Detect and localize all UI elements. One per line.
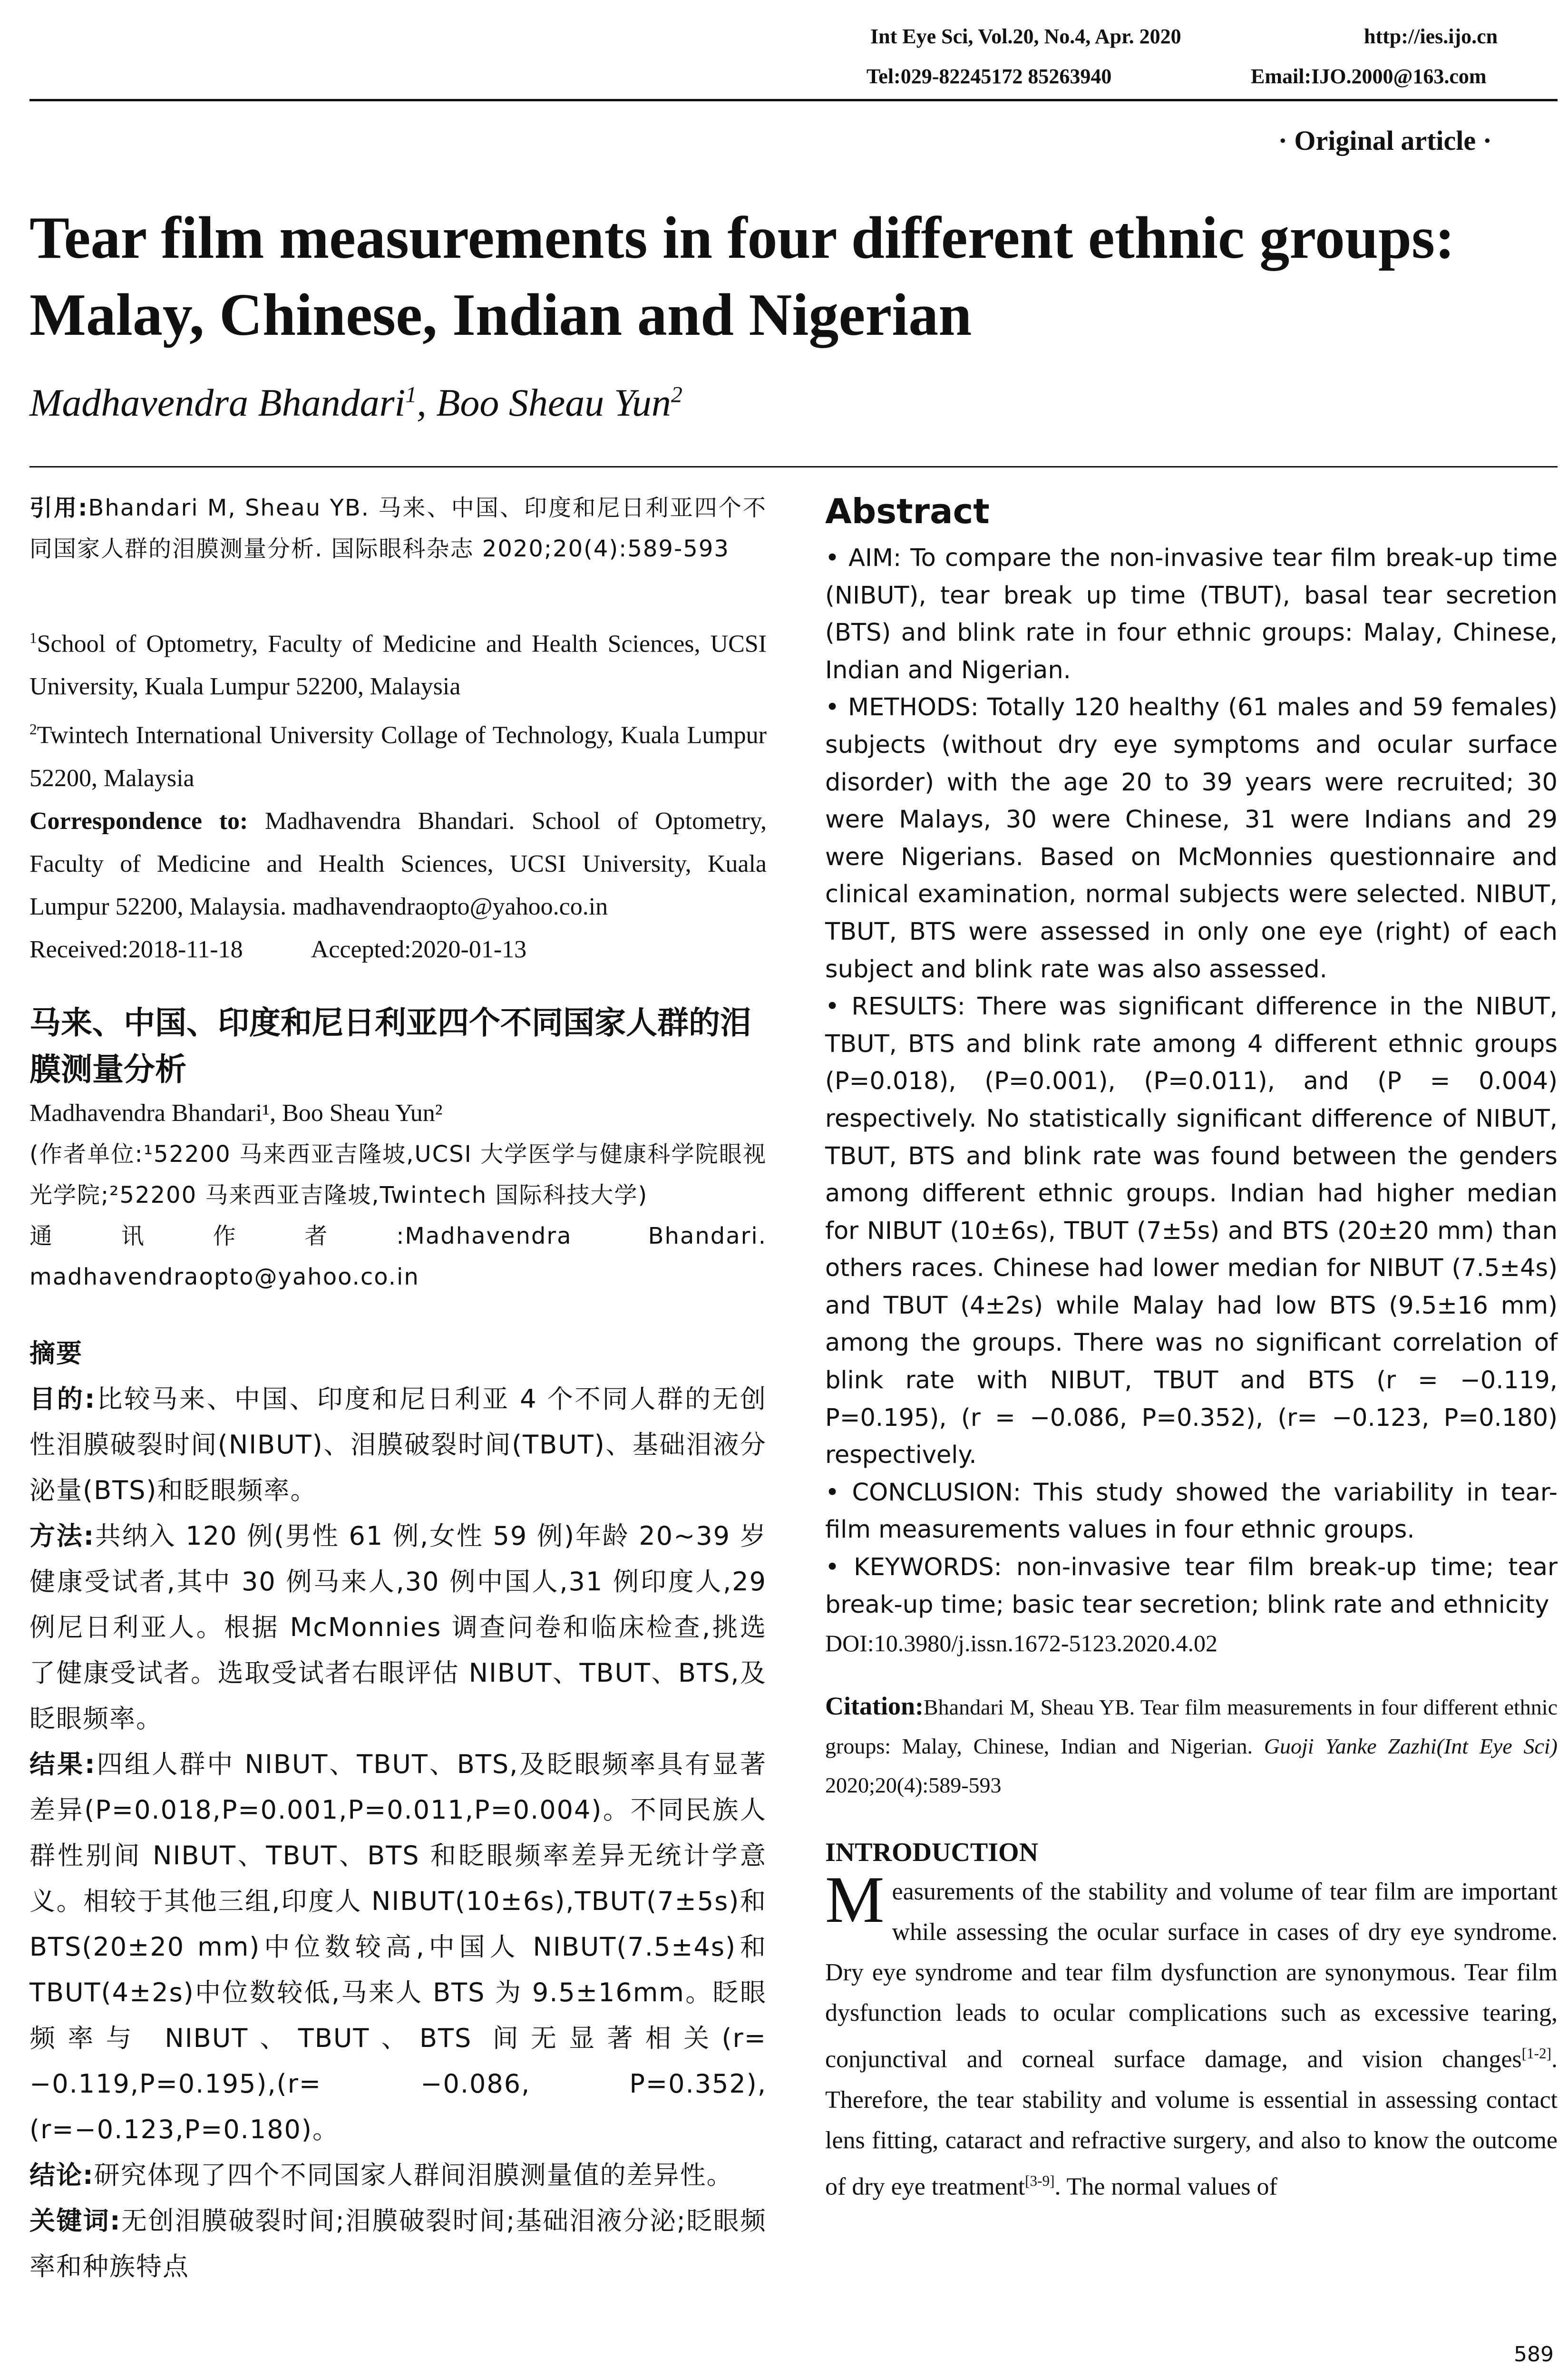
affiliation-2	[29, 708, 767, 799]
chinese-units: (作者单位:¹52200 马来西亚吉隆坡,UCSI 大学医学与健康科学院眼视光学院;²52200 马来西亚吉隆坡,Twintech 国际科技大学)	[29, 1140, 767, 1208]
chinese-authors: Madhavendra Bhandari¹, Boo Sheau Yun²	[29, 1099, 443, 1127]
citation-journal: Guoji Yanke Zazhi(Int Eye Sci)	[1264, 1734, 1558, 1759]
article-type: · Original article ·	[1278, 125, 1492, 156]
citation	[825, 1686, 1558, 1805]
right-column	[825, 487, 1558, 2207]
affiliation-text: School of Optometry, Faculty of Medicine and Health Sciences, UCSI University, Kuala Lumpur 52200, Malaysia	[29, 630, 767, 701]
page-number: 589	[1514, 2342, 1554, 2367]
author-line	[29, 380, 682, 425]
correspondence-label: Correspondence to:	[29, 807, 248, 835]
section-text: This study showed the variability in tear-film measurements values in four ethnic groups.	[825, 1478, 1558, 1544]
citation-tail: 2020;20(4):589-593	[825, 1773, 1002, 1798]
chinese-methods	[29, 1513, 767, 1742]
citation-label: Citation:	[825, 1692, 924, 1721]
affiliation-number: 2	[29, 721, 37, 738]
section-text: 研究体现了四个不同国家人群间泪膜测量值的差异性。	[94, 2160, 733, 2190]
section-text: To compare the non-invasive tear film break-up time (NIBUT), tear break up time (TBUT), basal tear secretion (BTS) and blink rate in four ethnic groups: Malay, Chinese, Indian and Nigerian.	[825, 544, 1558, 684]
section-text: There was significant difference in the NIBUT, TBUT, BTS and blink rate among 4 different ethnic groups (P=0.018), (P=0.001), (P=0.011), and (P = 0.004) respectively. No statistically significant difference of NIBUT, TBUT, BTS and blink rate was found between the genders among different ethnic groups. Indian had higher median for NIBUT (10±6s), TBUT (7±5s) and BTS (20±20 mm) than others races. Chinese had lower median for NIBUT (7.5±4s) and TBUT (4±2s) while Malay had low BTS (9.5±16 mm) among the groups. There was no significant correlation of blink rate with NIBUT, TBUT and BTS (r = −0.119, P=0.195), (r = −0.086, P=0.352), (r= −0.123, P=0.180) respectively.	[825, 993, 1558, 1470]
abstract-keywords	[825, 1549, 1558, 1624]
accepted-date: Accepted:2020-01-13	[311, 935, 527, 963]
citation-text: Bhandari M, Sheau YB. Tear film measurements in four different ethnic groups: Malay, Chinese, Indian and Nigerian.	[825, 1695, 1558, 1759]
introduction-paragraph	[825, 1863, 1558, 2207]
section-label: • AIM:	[825, 544, 902, 572]
affiliation-marker: 2	[671, 382, 682, 408]
section-label: 方法:	[29, 1520, 95, 1551]
abstract-aim	[825, 540, 1558, 689]
chinese-conclusion	[29, 2153, 767, 2198]
section-text: 无创泪膜破裂时间;泪膜破裂时间;基础泪液分泌;眨眼频率和种族特点	[29, 2205, 767, 2281]
left-column	[29, 487, 767, 2289]
chinese-abstract-heading	[29, 1331, 767, 1376]
cite-label: 引用:	[29, 495, 88, 521]
section-label: • CONCLUSION:	[825, 1478, 1022, 1507]
journal-url[interactable]: http://ies.ijo.cn	[1364, 25, 1498, 48]
section-label: 目的:	[29, 1383, 96, 1414]
introduction-heading: INTRODUCTION	[825, 1838, 1039, 1868]
affiliation-number: 1	[29, 630, 37, 646]
section-label: 结果:	[29, 1749, 96, 1779]
section-label: • RESULTS:	[825, 993, 965, 1021]
correspondence	[29, 800, 767, 928]
abstract-heading: Abstract	[825, 491, 990, 531]
affiliation-marker: 1	[405, 382, 417, 408]
affiliation-text: Twintech International University Collage of Technology, Kuala Lumpur 52200, Malaysia	[29, 721, 767, 792]
author-name: Madhavendra Bhandari	[29, 381, 406, 424]
article-title: Tear film measurements in four different ethnic groups: Malay, Chinese, Indian and Nigerian	[29, 205, 1455, 348]
section-label: 结论:	[29, 2160, 94, 2190]
section-text: 四组人群中 NIBUT、TBUT、BTS,及眨眼频率具有显著差异(P=0.018,P=0.001,P=0.011,P=0.004)。不同民族人群性别间 NIBUT、TBUT、BTS 和眨眼频率差异无统计学意义。相较于其他三组,印度人 NIBUT(10±6s),TBUT(7±5s)和 BTS(20±20 mm)中位数较高,中国人 NIBUT(7.5±4s)和 TBUT(4±2s)中位数较低,马来人 BTS 为 9.5±16mm。眨眼频率与 NIBUT、TBUT、BTS 间无显著相关(r= −0.119,P=0.195),(r= −0.086, P=0.352),(r=−0.123,P=0.180)。	[29, 1749, 767, 2144]
chinese-citation	[29, 487, 767, 569]
author-separator: ,	[417, 381, 437, 424]
section-label: 关键词:	[29, 2205, 121, 2236]
abstract-label: 摘要	[29, 1338, 83, 1368]
author-name: Boo Sheau Yun	[436, 381, 671, 424]
chinese-correspondence: 通讯作者:Madhavendra Bhandari. madhavendraopto@yahoo.co.in	[29, 1222, 767, 1290]
section-label: • KEYWORDS:	[825, 1553, 1002, 1582]
reference-marker[interactable]: [3-9]	[1025, 2172, 1055, 2189]
header-rule	[29, 99, 1558, 101]
chinese-title: 马来、中国、印度和尼日利亚四个不同国家人群的泪膜测量分析	[29, 1004, 751, 1088]
journal-email[interactable]: Email:IJO.2000@163.com	[1251, 65, 1487, 88]
cite-text: Bhandari M, Sheau YB. 马来、中国、印度和尼日利亚四个不同国家人群的泪膜测量分析. 国际眼科杂志 2020;20(4):589-593	[29, 495, 767, 562]
paragraph-text: easurements of the stability and volume of tear film are important while assessing the ocular surface in cases of dry eye syndrome. Dry eye syndrome and tear film dysfunction are synonymous. Tear film dysfunction leads to ocular complications such as excessive tearing, conjunctival and corneal surface damage, and vision changes	[825, 1878, 1558, 2073]
correspondence-text: Madhavendra Bhandari. School of Optometry, Faculty of Medicine and Health Sciences, UCSI University, Kuala Lumpur 52200, Malaysia. madhavendraopto@yahoo.co.in	[29, 807, 767, 920]
section-text: 共纳入 120 例(男性 61 例,女性 59 例)年龄 20~39 岁健康受试者,其中 30 例马来人,30 例中国人,31 例印度人,29 例尼日利亚人。根据 McMonnies 调查问卷和临床检查,挑选了健康受试者。选取受试者右眼评估 NIBUT、TBUT、BTS,及眨眼频率。	[29, 1520, 767, 1734]
chinese-results	[29, 1742, 767, 2153]
journal-tel: Tel:029-82245172 85263940	[867, 65, 1112, 88]
abstract-methods	[825, 689, 1558, 988]
dates	[29, 928, 767, 971]
paragraph-text: . The normal values of	[1054, 2172, 1277, 2200]
chinese-keywords	[29, 2198, 767, 2289]
received-date: Received:2018-11-18	[29, 935, 243, 963]
section-label: • METHODS:	[825, 693, 979, 722]
title-rule	[29, 466, 1558, 468]
abstract-conclusion	[825, 1474, 1558, 1549]
section-text: 比较马来、中国、印度和尼日利亚 4 个不同人群的无创性泪膜破裂时间(NIBUT)、泪膜破裂时间(TBUT)、基础泪液分泌量(BTS)和眨眼频率。	[29, 1383, 767, 1505]
section-text: Totally 120 healthy (61 males and 59 females) subjects (without dry eye symptoms and ocular surface disorder) with the age 20 to 39 years were recruited; 30 were Malays, 30 were Chinese, 31 were Indians and 29 were Nigerians. Based on McMonnies questionnaire and clinical examination, normal subjects were selected. NIBUT, TBUT, BTS were assessed in only one eye (right) of each subject and blink rate was also assessed.	[825, 693, 1558, 984]
section-text: non-invasive tear film break-up time; tear break-up time; basic tear secretion; blink rate and ethnicity	[825, 1553, 1558, 1619]
journal-info: Int Eye Sci, Vol.20, No.4, Apr. 2020	[870, 25, 1181, 48]
abstract-results	[825, 988, 1558, 1474]
reference-marker[interactable]: [1-2]	[1521, 2045, 1551, 2062]
paragraph-text: . Therefore, the tear stability and volume is essential in assessing contact lens fitting, cataract and refractive surgery, and also to know the outcome of dry eye treatment	[825, 2046, 1558, 2200]
affiliation-1	[29, 617, 767, 708]
doi[interactable]: DOI:10.3980/j.issn.1672-5123.2020.4.02	[825, 1630, 1217, 1657]
chinese-aim	[29, 1376, 767, 1513]
drop-cap: M	[825, 1863, 885, 1937]
